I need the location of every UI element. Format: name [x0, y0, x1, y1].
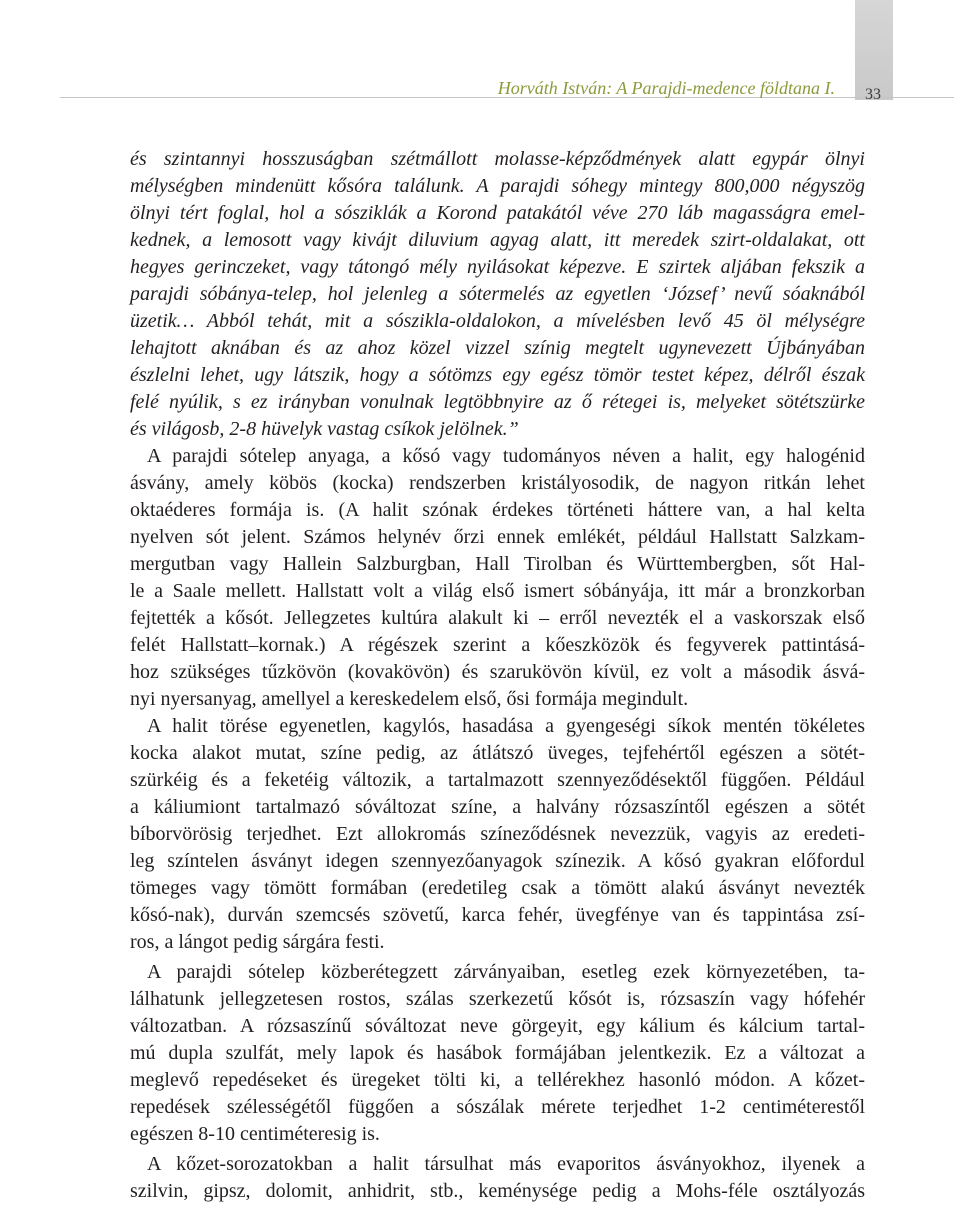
- paragraph-line: mergutban vagy Hallein Salzburgban, Hall Tirolban és Württembergben, sőt Hal-: [130, 553, 865, 575]
- block-quote: [130, 146, 865, 443]
- quote-line: kednek, a lemosott vagy kivájt diluvium agyag alatt, itt meredek szirt-oldalakat, ott: [130, 229, 865, 251]
- paragraph-line: mú dupla szulfát, mely lapok és hasábok formájában jelentkezik. Ez a változat a: [130, 1042, 865, 1064]
- paragraph-line: szilvin, gipsz, dolomit, anhidrit, stb., keménysége pedig a Mohs-féle osztályozás: [130, 1180, 865, 1202]
- body-text: [130, 146, 865, 1205]
- paragraph-line: A halit törése egyenetlen, kagylós, hasadása a gyengeségi síkok mentén tökéletes: [147, 715, 865, 737]
- paragraph-halite-material: [130, 443, 865, 713]
- quote-line: parajdi sóbánya-telep, hol jelenleg a sótermelés az egyetlen ‘József’ nevű sóaknából: [130, 283, 865, 305]
- quote-line: hegyes gerinczeket, vagy tátongó mély nyilásokat képezve. E szirtek aljában fekszik a: [130, 256, 865, 278]
- paragraph-line: le a Saale mellett. Hallstatt volt a világ első ismert sóbányája, itt már a bronzkorban: [130, 580, 865, 602]
- paragraph-line: szürkéig és a feketéig változik, a tartalmazott szennyeződésektől függően. Például: [130, 769, 865, 791]
- paragraph-fibrous-salt: [130, 959, 865, 1148]
- paragraph-line: egészen 8-10 centiméteresig is.: [130, 1123, 380, 1145]
- paragraph-line: leg színtelen ásványt idegen szennyezőanyagok színezik. A kősó gyakran előfordul: [130, 850, 865, 872]
- quote-line: észlelni lehet, ugy látszik, hogy a sótömzs egy egész tömör testet képez, délről észak: [130, 364, 865, 386]
- quote-line: mélységben mindenütt kősóra találunk. A parajdi sóhegy mintegy 800,000 négyszög: [130, 175, 865, 197]
- paragraph-line: bíborvörösig terjedhet. Ezt allokromás színeződésnek nevezzük, vagyis az eredeti-: [130, 823, 865, 845]
- quote-line: ölnyi tért foglal, hol a sósziklák a Korond patakától véve 270 láb magasságra emel-: [130, 202, 865, 224]
- quote-line: és szintannyi hosszuságban szétmállott molasse-képződmények alatt egypár ölnyi: [130, 148, 865, 170]
- running-title: Horváth István: A Parajdi-medence földtana I.: [497, 78, 835, 98]
- paragraph-line: ros, a lángot pedig sárgára festi.: [130, 931, 385, 953]
- paragraph-line: repedések szélességétől függően a sószálak mérete terjedhet 1-2 centiméterestől: [130, 1096, 865, 1118]
- quote-line: üzetik… Abból tehát, mit a sószikla-oldalokon, a mívelésben levő 45 öl mélységre: [130, 310, 865, 332]
- page-number-tab: [855, 0, 893, 100]
- paragraph-evaporites: [130, 1151, 865, 1205]
- page-number: 33: [865, 86, 881, 103]
- paragraph-line: fejtették a kősót. Jellegzetes kultúra alakult ki – erről nevezték el a vaskorszak első: [130, 607, 865, 629]
- paragraph-line: ásvány, amely köbös (kocka) rendszerben kristályosodik, de nagyon ritkán lehet: [130, 472, 865, 494]
- paragraph-line: meglevő repedéseket és üregeket tölti ki, a tellérekhez hasonló módon. A kőzet-: [130, 1069, 865, 1091]
- quote-line: felé nyúlik, s ez irányban vonulnak legtöbbnyire az ő rétegei is, melyeket sötétszürke: [130, 391, 865, 413]
- paragraph-line: nyi nyersanyag, amellyel a kereskedelem első, ősi formája megindult.: [130, 688, 689, 710]
- paragraph-line: a káliumiont tartalmazó sóváltozat színe, a halvány rózsaszíntől egészen a sötét: [130, 796, 865, 818]
- paragraph-line: nyelven sót jelent. Számos helynév őrzi ennek emlékét, például Hallstatt Salzkam-: [130, 526, 865, 548]
- paragraph-line: tömeges vagy tömött formában (eredetileg csak a tömött alakú ásványt nevezték: [130, 877, 865, 899]
- quote-line: lehajtott aknában és az ahoz közel vizzel színig megtelt ugynevezett Újbányában: [130, 337, 865, 359]
- paragraph-line: A parajdi sótelep közberétegzett zárványaiban, esetleg ezek környezetében, ta-: [147, 961, 865, 983]
- quote-line: és világosb, 2-8 hüvelyk vastag csíkok jelölnek.”: [130, 418, 519, 440]
- paragraph-line: változatban. A rózsaszínű sóváltozat neve görgeyit, egy kálium és kálcium tartal-: [130, 1015, 865, 1037]
- paragraph-halite-properties: [130, 713, 865, 956]
- paragraph-line: A parajdi sótelep anyaga, a kősó vagy tudományos néven a halit, egy halogénid: [147, 445, 865, 467]
- paragraph-line: lálhatunk jellegzetesen rostos, szálas szerkezetű kősót is, rózsaszín vagy hófehér: [130, 988, 865, 1010]
- paragraph-line: hoz szükséges tűzkövön (kovakövön) és szarukövön kívül, ez volt a második ásvá-: [130, 661, 865, 683]
- paragraph-line: kocka alakot mutat, színe pedig, az átlátszó üveges, tejfehértől egészen a sötét-: [130, 742, 865, 764]
- paragraph-line: oktaéderes formája is. (A halit szónak érdekes történeti háttere van, a hal kelta: [130, 499, 865, 521]
- paragraph-line: kősó-nak), durván szemcsés szövetű, karca fehér, üvegfénye van és tappintása zsí-: [130, 904, 865, 926]
- paragraph-line: A kőzet-sorozatokban a halit társulhat más evaporitos ásványokhoz, ilyenek a: [147, 1153, 865, 1175]
- paragraph-line: felét Hallstatt–kornak.) A régészek szerint a kőeszközök és fegyverek pattintásá-: [130, 634, 865, 656]
